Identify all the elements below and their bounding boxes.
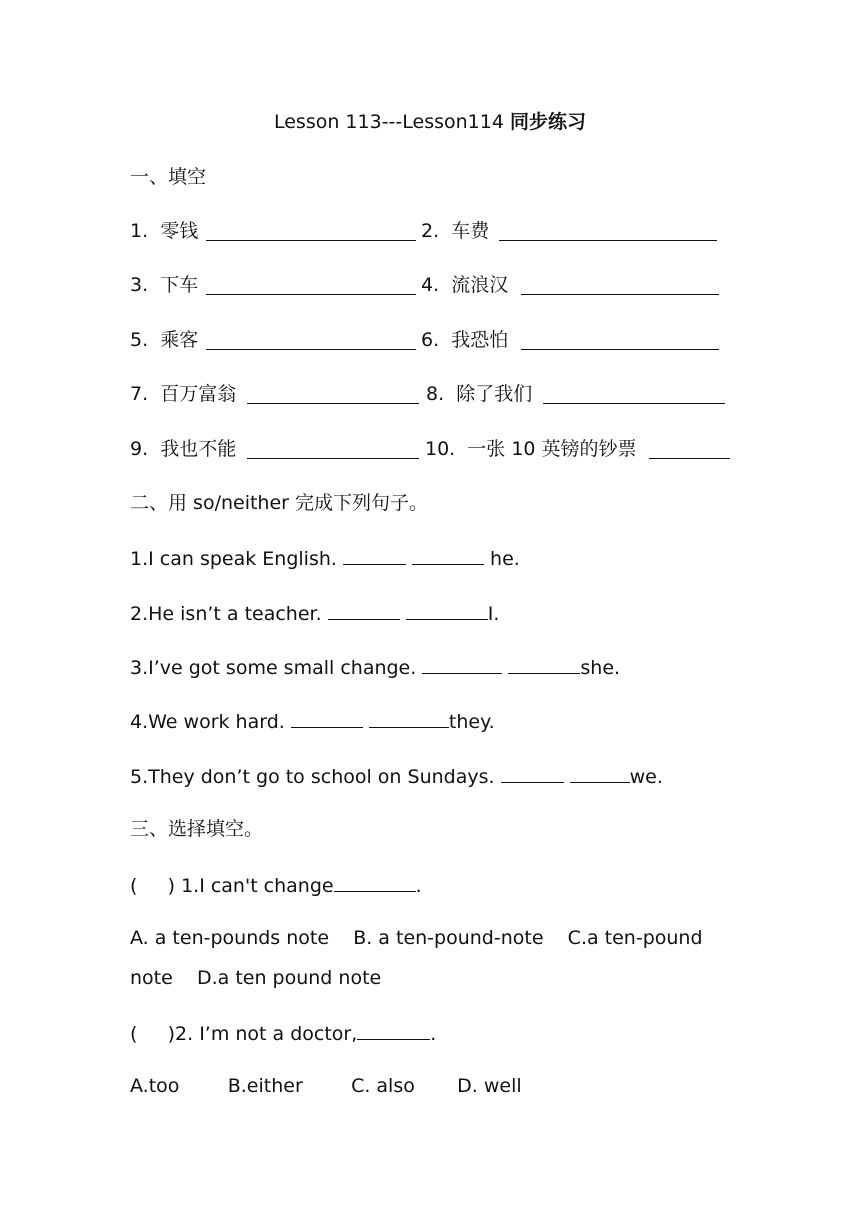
- section2-heading: 二、用 so/neither 完成下列句子。: [130, 492, 429, 514]
- answer-blank[interactable]: [369, 708, 449, 728]
- answer-blank[interactable]: [521, 349, 719, 350]
- vocab-row: [130, 219, 750, 245]
- choice-options: A. a ten-pounds note B. a ten-pound-note C.a ten-pound: [130, 927, 703, 949]
- answer-blank[interactable]: [422, 654, 502, 674]
- choice-question: ( )2. I’m not a doctor, .: [130, 1020, 436, 1046]
- answer-blank[interactable]: [334, 872, 416, 892]
- answer-blank[interactable]: [291, 708, 363, 728]
- vocab-item: 3. 下车: [130, 274, 199, 296]
- vocab-item: 1. 零钱: [130, 220, 199, 242]
- answer-blank[interactable]: [247, 458, 419, 459]
- answer-blank[interactable]: [508, 654, 580, 674]
- choice-options: note D.a ten pound note: [130, 967, 382, 989]
- answer-blank[interactable]: [543, 403, 725, 404]
- answer-blank[interactable]: [343, 545, 406, 565]
- answer-blank[interactable]: [499, 240, 717, 241]
- vocab-row: [130, 328, 750, 354]
- answer-blank[interactable]: [521, 294, 719, 295]
- sentence-item: 1.I can speak English. he.: [130, 545, 520, 571]
- vocab-item: 8. 除了我们: [426, 383, 533, 405]
- answer-blank[interactable]: [247, 403, 419, 404]
- vocab-item: 7. 百万富翁: [130, 383, 237, 405]
- answer-blank[interactable]: [501, 763, 564, 783]
- sentence-item: 3.I’ve got some small change. she.: [130, 654, 620, 680]
- vocab-item: 10. 一张 10 英镑的钞票: [425, 438, 637, 460]
- sentence-item: 5.They don’t go to school on Sundays. we.: [130, 763, 663, 789]
- answer-blank[interactable]: [406, 600, 488, 620]
- vocab-item: 4. 流浪汉: [421, 274, 509, 296]
- answer-blank[interactable]: [357, 1020, 430, 1040]
- vocab-row: [130, 382, 750, 408]
- choice-options: A.too B.either C. also D. well: [130, 1075, 522, 1097]
- page-title: Lesson 113---Lesson114 同步练习: [273, 111, 586, 133]
- sentence-item: 4.We work hard. they.: [130, 708, 495, 734]
- vocab-row: [130, 437, 750, 463]
- answer-blank[interactable]: [328, 600, 400, 620]
- answer-blank[interactable]: [206, 349, 416, 350]
- answer-blank[interactable]: [206, 240, 416, 241]
- sentence-item: 2.He isn’t a teacher. I.: [130, 600, 499, 626]
- choice-question: ( ) 1.I can't change .: [130, 872, 422, 898]
- answer-blank[interactable]: [649, 458, 730, 459]
- section1-heading: 一、填空: [130, 166, 207, 188]
- answer-blank[interactable]: [412, 545, 484, 565]
- vocab-item: 2. 车费: [421, 220, 490, 242]
- vocab-item: 6. 我恐怕: [421, 329, 509, 351]
- answer-blank[interactable]: [570, 763, 630, 783]
- vocab-row: [130, 273, 750, 299]
- section3-heading: 三、选择填空。: [130, 818, 264, 840]
- vocab-item: 9. 我也不能: [130, 438, 237, 460]
- answer-blank[interactable]: [206, 294, 416, 295]
- vocab-item: 5. 乘客: [130, 329, 199, 351]
